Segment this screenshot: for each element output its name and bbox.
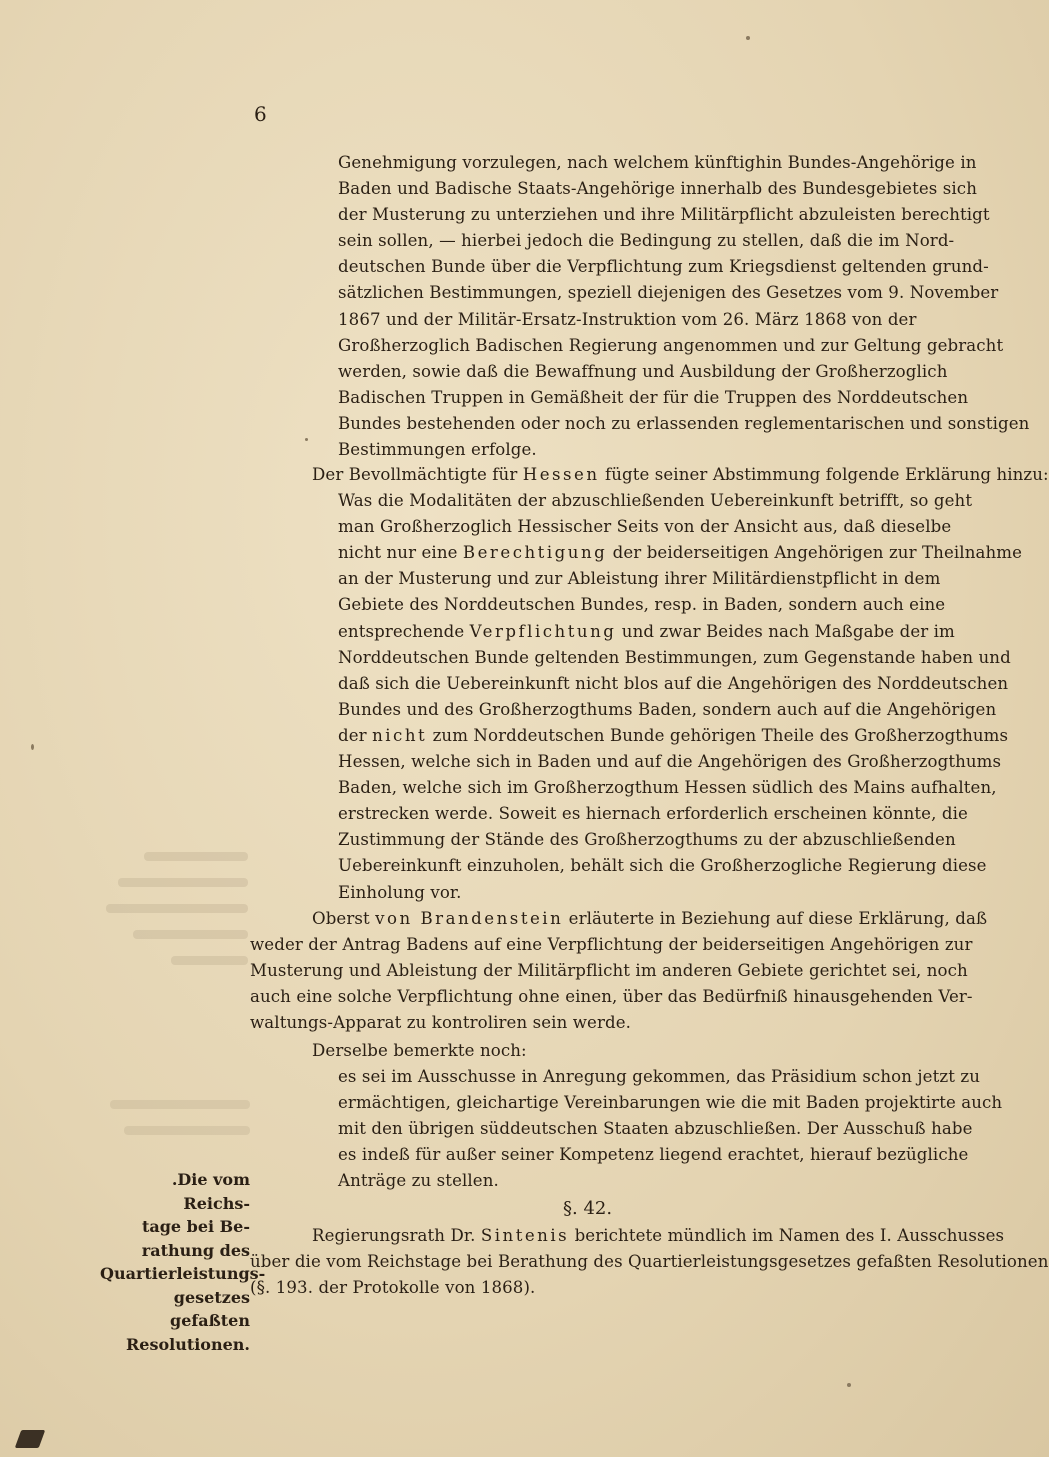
- emphasized-text: Hessen: [522, 465, 600, 484]
- text-line: [250, 540, 1023, 566]
- bleed-through-text: [110, 1100, 250, 1140]
- text-fragment: der: [338, 725, 373, 745]
- paper-speck: [305, 438, 308, 441]
- text-line: Bestimmungen erfolge.: [338, 440, 537, 460]
- text-fragment: entsprechende: [338, 621, 470, 641]
- text-line: es indeß für außer seiner Kompetenz liegend erachtet, hierauf bezügliche: [338, 1145, 969, 1165]
- corner-stain: [15, 1430, 46, 1448]
- text-line: Was die Modalitäten der abzuschließenden Uebereinkunft betrifft, so geht: [338, 491, 973, 511]
- text-line: Baden, welche sich im Großherzogthum Hessen südlich des Mains aufhalten,: [338, 778, 997, 798]
- text-line: [250, 619, 955, 645]
- text-line: Bundes bestehenden oder noch zu erlassenden reglementarischen und sonstigen: [338, 413, 1030, 433]
- paper-speck: [31, 744, 34, 750]
- text-line: Großherzoglich Badischen Regierung angenommen und zur Geltung gebracht: [338, 335, 1004, 355]
- text-fragment: berichtete mündlich im Namen des I. Ausschusses: [569, 1226, 1005, 1245]
- text-line: Hessen, welche sich in Baden und auf die Angehörigen des Großherzogthums: [338, 752, 1002, 772]
- text-line: Musterung und Ableistung der Militärpflicht im anderen Gebiete gerichtet sei, noch: [250, 961, 968, 981]
- text-line: [250, 1223, 1005, 1249]
- text-line: 1867 und der Militär-Ersatz-Instruktion vom 26. März 1868 von der: [338, 309, 917, 329]
- text-line: sein sollen, — hierbei jedoch die Bedingung zu stellen, daß die im Nord-: [338, 231, 955, 251]
- text-line: Norddeutschen Bunde geltenden Bestimmungen, zum Gegenstande haben und: [338, 647, 1011, 667]
- text-line: auch eine solche Verpflichtung ohne einen, über das Bedürfniß hinausgehenden Ver-: [250, 987, 973, 1007]
- text-line: an der Musterung und zur Ableistung ihrer Militärdienstpflicht in dem: [338, 569, 941, 589]
- emphasized-text: von Brandenstein: [375, 909, 564, 928]
- text-line: Zustimmung der Stände des Großherzogthums zu der abzuschließenden: [338, 830, 956, 850]
- margin-note-line: .Die vom Reichs-: [171, 1170, 250, 1213]
- section-heading: §. 42.: [563, 1198, 613, 1219]
- paragraph-remark: [250, 1038, 1003, 1195]
- text-line: werden, sowie daß die Bewaffnung und Ausbildung der Großherzoglich: [338, 361, 948, 381]
- text-line: waltungs-Apparat zu kontroliren sein werde.: [250, 1013, 632, 1033]
- text-line: Einholung vor.: [338, 882, 462, 902]
- page-number: 6: [254, 102, 267, 126]
- text-fragment: nicht nur eine: [338, 543, 463, 563]
- text-line: über die vom Reichstage bei Berathung des Quartierleistungsgesetzes gefaßten Resolutionen: [250, 1252, 1049, 1272]
- paragraph-brandenstein: [250, 906, 988, 1036]
- text-line: Baden und Badische Staats-Angehörige innerhalb des Bundesgebietes sich: [338, 179, 977, 199]
- text-fragment: der beiderseitigen Angehörigen zur Theilnahme: [607, 543, 1023, 563]
- paper-speck: [847, 1383, 851, 1387]
- emphasized-text: Berechtigung: [462, 543, 608, 563]
- text-line: man Großherzoglich Hessischer Seits von der Ansicht aus, daß dieselbe: [338, 517, 952, 537]
- text-fragment: erläuterte in Beziehung auf diese Erklärung, daß: [563, 909, 988, 928]
- margin-note: [100, 1168, 266, 1356]
- text-line: Badischen Truppen in Gemäßheit der für die Truppen des Norddeutschen: [338, 387, 969, 407]
- text-line: mit den übrigen süddeutschen Staaten abzuschließen. Der Ausschuß habe: [338, 1119, 973, 1139]
- text-line: [250, 906, 988, 932]
- text-line: Derselbe bemerkte noch:: [312, 1041, 527, 1060]
- margin-note-line: rathung des: [141, 1240, 250, 1260]
- text-line: ermächtigen, gleichartige Vereinbarungen wie die mit Baden projektirte auch: [338, 1093, 1003, 1113]
- margin-note-line: gesetzes gefaßten: [170, 1287, 250, 1330]
- paragraph-hessen-declaration: [250, 462, 1049, 906]
- text-line: sätzlichen Bestimmungen, speziell diejenigen des Gesetzes vom 9. November: [338, 283, 999, 303]
- emphasized-text: Sintenis: [480, 1226, 570, 1245]
- paper-speck: [746, 36, 750, 40]
- bleed-through-text: [100, 852, 248, 982]
- text-line: deutschen Bunde über die Verpflichtung zum Kriegsdienst geltenden grund-: [338, 257, 989, 277]
- text-line: daß sich die Uebereinkunft nicht blos auf die Angehörigen des Norddeutschen: [338, 673, 1009, 693]
- text-line: Genehmigung vorzulegen, nach welchem künftighin Bundes-Angehörige in: [338, 153, 977, 172]
- text-line: Uebereinkunft einzuholen, behält sich die Großherzogliche Regierung diese: [338, 856, 987, 876]
- text-line: [250, 723, 1009, 749]
- text-fragment: zum Norddeutschen Bunde gehörigen Theile des Großherzogthums: [427, 725, 1009, 745]
- text-line: weder der Antrag Badens auf eine Verpflichtung der beiderseitigen Angehörigen zur: [250, 935, 973, 955]
- text-line: Bundes und des Großherzogthums Baden, sondern auch auf die Angehörigen: [338, 699, 997, 719]
- text-line: erstrecken werde. Soweit es hiernach erforderlich erscheinen könnte, die: [338, 804, 968, 824]
- text-line: es sei im Ausschusse in Anregung gekommen, das Präsidium schon jetzt zu: [338, 1067, 980, 1087]
- text-fragment: Regierungsrath Dr.: [312, 1226, 481, 1245]
- emphasized-text: nicht: [372, 725, 428, 745]
- margin-note-line: Quartierleistungs-: [100, 1264, 266, 1283]
- text-line: [250, 462, 1049, 488]
- margin-note-line: tage bei Be-: [141, 1217, 250, 1236]
- paragraph-sintenis-report: [250, 1223, 1049, 1301]
- text-line: der Musterung zu unterziehen und ihre Militärpflicht abzuleisten berechtigt: [338, 205, 990, 225]
- text-fragment: Der Bevollmächtigte für: [312, 465, 523, 484]
- text-line: Anträge zu stellen.: [338, 1171, 499, 1191]
- emphasized-text: Verpflichtung: [469, 621, 617, 641]
- margin-note-line: Resolutionen.: [125, 1334, 250, 1354]
- text-fragment: fügte seiner Abstimmung folgende Erklärung hinzu:: [599, 465, 1049, 484]
- text-line: (§. 193. der Protokolle von 1868).: [250, 1278, 536, 1298]
- text-fragment: Oberst: [312, 909, 376, 928]
- text-line: Gebiete des Norddeutschen Bundes, resp. in Baden, sondern auch eine: [338, 595, 946, 615]
- paragraph-resolution-continuation: [338, 150, 1030, 463]
- text-fragment: und zwar Beides nach Maßgabe der im: [616, 621, 955, 641]
